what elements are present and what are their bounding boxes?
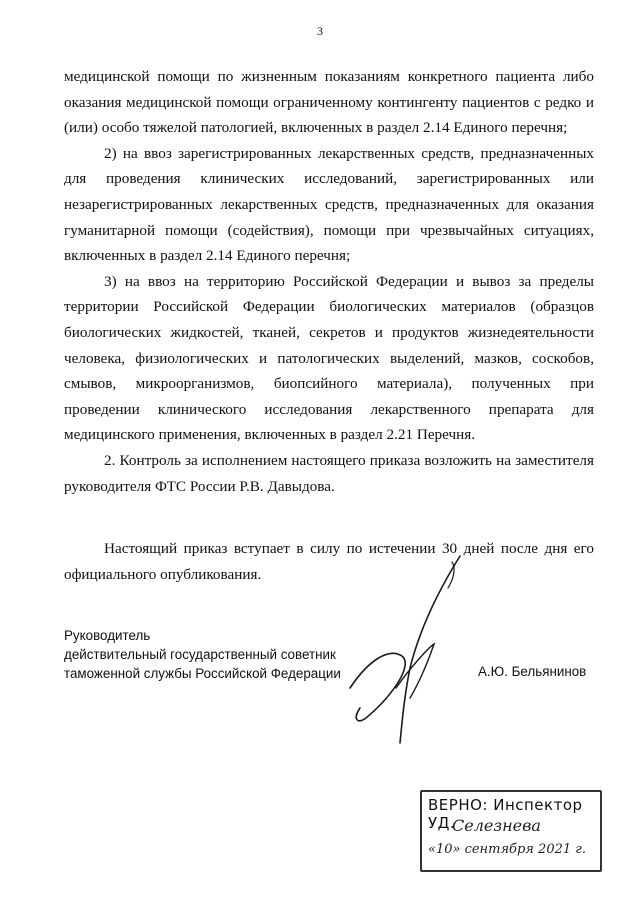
certification-stamp: [420, 790, 602, 872]
paragraph-continuation: медицинской помощи по жизненным показаниям конкретного пациента либо оказания медицинской помощи ограниченному контингенту пациентов с редко и (или) особо тяжелой патологией, включенных в раздел 2.14 Единого перечня;: [64, 68, 594, 137]
signatory-line-1: Руководитель: [64, 628, 151, 643]
signatory-line-2: действительный государственный советник: [64, 647, 336, 662]
stamp-date: «10» сентября 2021 г.: [428, 842, 586, 857]
page-number: 3: [317, 24, 323, 38]
paragraph-control-clause: 2. Контроль за исполнением настоящего приказа возложить на заместителя руководителя ФТС России Р.В. Давыдова.: [64, 451, 594, 495]
stamp-title: ВЕРНО: Инспектор УД.: [428, 796, 583, 832]
paragraph-item-3: 3) на ввоз на территорию Российской Федерации и вывоз за пределы территории Российской Федерации биологических материалов (образцов биологических жидкостей, тканей, секретов и продуктов жизнедеятельности человека, физиологических и патологических выделений, мазков, соскобов, смывов, микроорганизмов, биопсийного материала), полученных при проведении клинического исследования лекарственного препарата для медицинского применения, включенных в раздел 2.21 Перечня.: [64, 272, 594, 444]
effective-clause: Настоящий приказ вступает в силу по истечении 30 дней после дня его официального опубликования.: [64, 540, 594, 583]
effective-clause-block: [64, 536, 594, 587]
paragraph-item-2: 2) на ввоз зарегистрированных лекарственных средств, предназначенных для проведения клинических исследований, зарегистрированных или незарегистрированных лекарственных средств, предназначенных для оказания гуманитарной помощи (содействия), помощи при чрезвычайных ситуациях, включенных в раздел 2.14 Единого перечня;: [64, 144, 594, 265]
signatory-line-3: таможенной службы Российской Федерации: [64, 666, 341, 681]
document-body: [64, 64, 594, 499]
handwritten-signature: [330, 548, 480, 748]
signer-name: А.Ю. Бельянинов: [478, 664, 587, 679]
stamp-signature: Селезнева: [452, 816, 541, 835]
signatory-title: [64, 626, 364, 683]
